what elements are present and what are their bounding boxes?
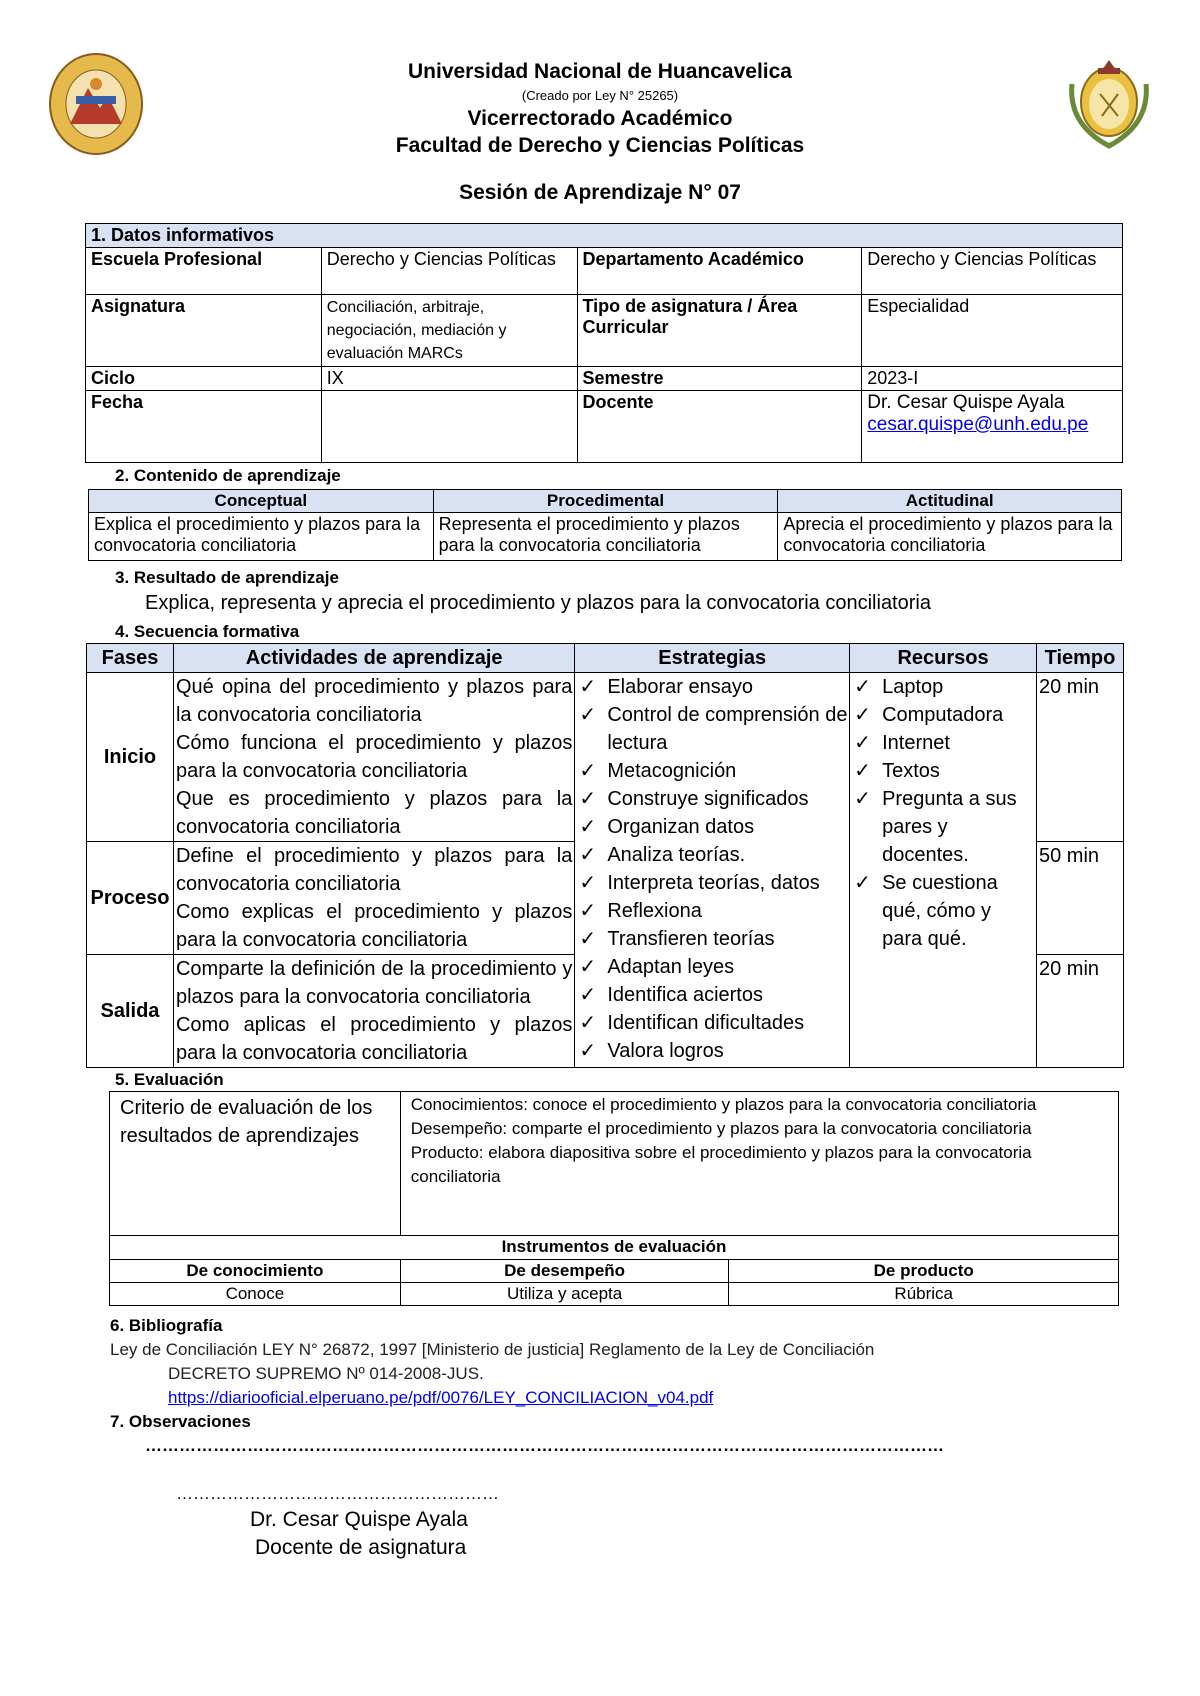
inst-producto-header: De producto <box>729 1260 1119 1283</box>
criterio-label: Criterio de evaluación de los resultados de aprendizajes <box>110 1092 401 1236</box>
estrategia-item: ✓ Control de comprensión de lectura <box>575 701 849 757</box>
recurso-item: ✓ Computadora <box>850 701 1036 729</box>
estrategia-item: ✓ Identifica aciertos <box>575 981 849 1009</box>
conceptual-value: Explica el procedimiento y plazos para la convocatoria conciliatoria <box>89 513 434 561</box>
inicio-tiempo: 20 min <box>1037 673 1124 842</box>
tipo-label: Tipo de asignatura / Área Curricular <box>577 295 862 367</box>
section-2-title: 2. Contenido de aprendizaje <box>115 466 341 485</box>
semestre-value: 2023-I <box>862 367 1123 391</box>
fases-header: Fases <box>87 644 174 673</box>
actividades-header: Actividades de aprendizaje <box>173 644 574 673</box>
faculty-name: Facultad de Derecho y Ciencias Políticas <box>395 134 805 157</box>
section-6-title: 6. Bibliografía <box>110 1316 223 1335</box>
criterio-content <box>400 1092 1118 1236</box>
departamento-label: Departamento Académico <box>577 248 862 295</box>
section-4-title: 4. Secuencia formativa <box>115 622 300 641</box>
docente-name: Dr. Cesar Quispe Ayala <box>867 392 1065 413</box>
inst-producto-value: Rúbrica <box>729 1283 1119 1306</box>
proceso-activity-1: Define el procedimiento y plazos para la convocatoria conciliatoria <box>175 845 573 895</box>
session-title: Sesión de Aprendizaje N° 07 <box>459 181 741 204</box>
salida-activities <box>173 955 574 1068</box>
docente-cell <box>862 391 1123 463</box>
recurso-item: ✓ Textos <box>850 757 1036 785</box>
fecha-value <box>321 391 577 463</box>
evaluacion-table <box>109 1091 1119 1306</box>
inst-desempeno-header: De desempeño <box>400 1260 729 1283</box>
estrategia-item: ✓ Analiza teorías. <box>575 841 849 869</box>
bibliography-line-2: DECRETO SUPREMO Nº 014-2008-JUS. <box>168 1364 484 1383</box>
docente-label: Docente <box>577 391 862 463</box>
inst-desempeno-value: Utiliza y acepta <box>400 1283 729 1306</box>
tiempo-header: Tiempo <box>1037 644 1124 673</box>
recursos-header: Recursos <box>850 644 1037 673</box>
inst-conocimiento-header: De conocimiento <box>110 1260 401 1283</box>
section-1-title: 1. Datos informativos <box>86 224 1123 248</box>
recursos-cell <box>850 673 1037 1068</box>
recurso-item: ✓ Laptop <box>850 673 1036 701</box>
datos-informativos-table <box>85 223 1123 463</box>
recurso-item: ✓ Pregunta a sus pares y docentes. <box>850 785 1036 869</box>
actitudinal-header: Actitudinal <box>778 490 1122 513</box>
fecha-label: Fecha <box>86 391 322 463</box>
signer-name: Dr. Cesar Quispe Ayala <box>250 1508 468 1531</box>
instrumentos-title: Instrumentos de evaluación <box>110 1236 1119 1260</box>
estrategia-item: ✓ Transfieren teorías <box>575 925 849 953</box>
estrategia-item: ✓ Adaptan leyes <box>575 953 849 981</box>
estrategia-item: ✓ Construye significados <box>575 785 849 813</box>
inicio-activity-2: Cómo funciona el procedimiento y plazos para la convocatoria conciliatoria <box>175 732 573 782</box>
ciclo-label: Ciclo <box>86 367 322 391</box>
criterio-producto: Producto: elabora diapositiva sobre el procedimiento y plazos para la convocatoria conciliatoria <box>410 1143 1032 1186</box>
criterio-desempeno: Desempeño: comparte el procedimiento y plazos para la convocatoria conciliatoria <box>410 1119 1032 1138</box>
creation-law: (Creado por Ley N° 25265) <box>521 88 679 103</box>
inicio-activity-1: Qué opina del procedimiento y plazos para la convocatoria conciliatoria <box>175 676 573 726</box>
estrategia-item: ✓ Organizan datos <box>575 813 849 841</box>
university-name: Universidad Nacional de Huancavelica <box>408 60 792 83</box>
asignatura-label: Asignatura <box>86 295 322 367</box>
estrategia-item: ✓ Reflexiona <box>575 897 849 925</box>
actitudinal-value: Aprecia el procedimiento y plazos para la convocatoria conciliatoria <box>778 513 1122 561</box>
ciclo-value: IX <box>321 367 577 391</box>
semestre-label: Semestre <box>577 367 862 391</box>
asignatura-value: Conciliación, arbitraje, negociación, mediación y evaluación MARCs <box>321 295 577 367</box>
salida-activity-2: Como aplicas el procedimiento y plazos para la convocatoria conciliatoria <box>175 1014 573 1064</box>
resultado-text: Explica, representa y aprecia el procedimiento y plazos para la convocatoria conciliatoria <box>145 592 931 614</box>
bibliography-link[interactable]: https://diariooficial.elperuano.pe/pdf/0076/LEY_CONCILIACION_v04.pdf <box>168 1388 714 1407</box>
vicerrectorado: Vicerrectorado Académico <box>467 107 733 130</box>
departamento-value: Derecho y Ciencias Políticas <box>862 248 1123 295</box>
estrategia-item: ✓ Interpreta teorías, datos <box>575 869 849 897</box>
estrategia-item: ✓ Identifican dificultades <box>575 1009 849 1037</box>
bibliography-line-1: Ley de Conciliación LEY N° 26872, 1997 [Ministerio de justicia] Reglamento de la Ley de Conciliación <box>110 1340 875 1359</box>
signature-line: ………………………………………………… <box>176 1484 499 1503</box>
signer-role: Docente de asignatura <box>255 1536 467 1559</box>
recurso-item: ✓ Se cuestiona qué, cómo y para qué. <box>850 869 1036 953</box>
estrategia-item: ✓ Valora logros <box>575 1037 849 1065</box>
procedimental-header: Procedimental <box>433 490 778 513</box>
escuela-label: Escuela Profesional <box>86 248 322 295</box>
docente-email-link[interactable]: cesar.quispe@unh.edu.pe <box>867 414 1089 435</box>
estrategia-item: ✓ Metacognición <box>575 757 849 785</box>
observaciones-dots: …………………………………………………………………………………………………………………………… <box>145 1436 944 1455</box>
estrategias-cell <box>575 673 850 1068</box>
escuela-value: Derecho y Ciencias Políticas <box>321 248 577 295</box>
procedimental-value: Representa el procedimiento y plazos para la convocatoria conciliatoria <box>433 513 778 561</box>
secuencia-table <box>86 643 1124 1068</box>
fase-inicio: Inicio <box>87 673 174 842</box>
salida-tiempo: 20 min <box>1037 955 1124 1068</box>
estrategias-header: Estrategias <box>575 644 850 673</box>
tipo-value: Especialidad <box>862 295 1123 367</box>
proceso-activities <box>173 842 574 955</box>
inicio-activity-3: Que es procedimiento y plazos para la convocatoria conciliatoria <box>175 788 573 838</box>
criterio-conocimientos: Conocimientos: conoce el procedimiento y plazos para la convocatoria conciliatoria <box>410 1095 1037 1114</box>
contenido-table <box>88 489 1122 561</box>
conceptual-header: Conceptual <box>89 490 434 513</box>
fase-salida: Salida <box>87 955 174 1068</box>
proceso-tiempo: 50 min <box>1037 842 1124 955</box>
estrategia-item: ✓ Elaborar ensayo <box>575 673 849 701</box>
fase-proceso: Proceso <box>87 842 174 955</box>
salida-activity-1: Comparte la definición de la procedimiento y plazos para la convocatoria conciliatoria <box>175 958 573 1008</box>
recurso-item: ✓ Internet <box>850 729 1036 757</box>
inicio-activities <box>173 673 574 842</box>
inst-conocimiento-value: Conoce <box>110 1283 401 1306</box>
section-3-title: 3. Resultado de aprendizaje <box>115 568 339 587</box>
section-5-title: 5. Evaluación <box>115 1070 224 1089</box>
section-7-title: 7. Observaciones <box>110 1412 251 1431</box>
proceso-activity-2: Como explicas el procedimiento y plazos para la convocatoria conciliatoria <box>175 901 573 951</box>
